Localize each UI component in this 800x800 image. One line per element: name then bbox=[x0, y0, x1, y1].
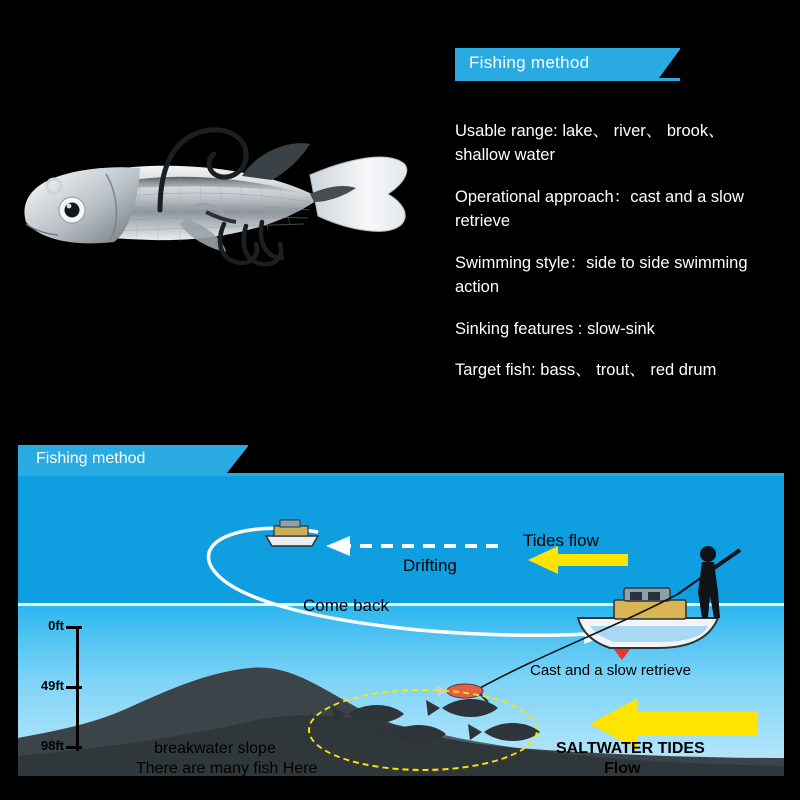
lure-illustration bbox=[10, 90, 430, 310]
section-heading-ribbon-bottom bbox=[18, 445, 248, 473]
boat-far-icon bbox=[266, 520, 318, 546]
spec-item-operational-approach: Operational approach：cast and a slow retrieve bbox=[455, 187, 744, 230]
spec-list bbox=[455, 120, 755, 401]
dashed-arrow-icon bbox=[326, 536, 350, 556]
soft-swimbait-lure-icon bbox=[10, 90, 430, 310]
label-breakwater-slope: breakwater slope bbox=[154, 740, 276, 757]
section-heading-ribbon-top bbox=[455, 48, 680, 78]
boat-near-icon bbox=[578, 588, 718, 648]
depth-label-98: 98ft bbox=[40, 738, 64, 753]
depth-label-0: 0ft bbox=[48, 618, 64, 633]
spec-item-sinking-features: Sinking features : slow-sink bbox=[455, 319, 655, 338]
ribbon-notch bbox=[227, 445, 249, 473]
fish-school-highlight-ellipse bbox=[308, 689, 538, 771]
spec-item-target-fish: Target fish: bass、 trout、 red drum bbox=[455, 361, 717, 380]
fishing-method-scene bbox=[18, 476, 784, 776]
label-tides-flow: Tides flow bbox=[523, 531, 599, 550]
spec-item-swimming-style: Swimming style：side to side swimming action bbox=[455, 253, 748, 296]
spec-item-usable-range: Usable range: lake、 river、 brook、 shallow water bbox=[455, 122, 725, 164]
label-drifting: Drifting bbox=[403, 556, 457, 575]
bottom-section bbox=[18, 440, 784, 780]
label-many-fish-here: There are many fish Here bbox=[136, 760, 318, 776]
ribbon-notch bbox=[659, 48, 681, 78]
ribbon-underline bbox=[455, 78, 680, 81]
label-saltwater-tides: SALTWATER TIDES bbox=[556, 740, 705, 757]
label-flow: Flow bbox=[604, 760, 641, 776]
label-come-back: Come back bbox=[303, 596, 389, 615]
ribbon-top-label: Fishing method bbox=[469, 53, 590, 72]
depth-label-49: 49ft bbox=[40, 678, 64, 693]
ribbon-bottom-label: Fishing method bbox=[36, 450, 146, 467]
label-cast-and-slow-retrieve: Cast and a slow retrieve bbox=[530, 662, 691, 679]
